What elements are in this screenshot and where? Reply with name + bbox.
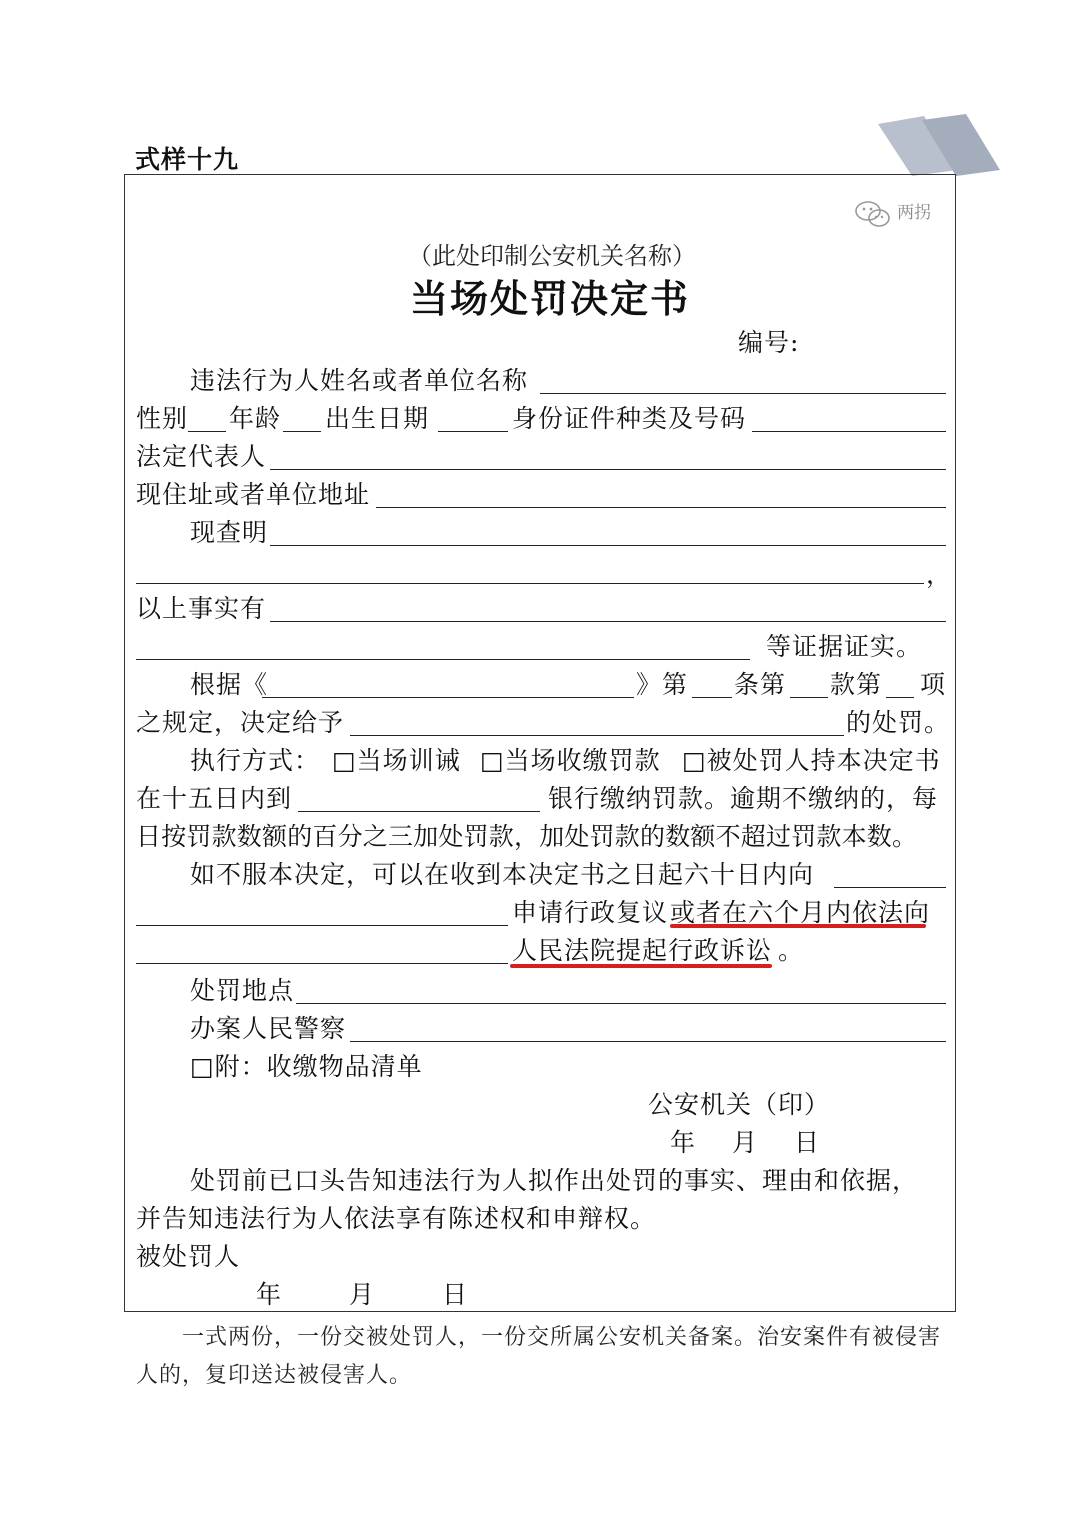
appeal-review-line xyxy=(136,925,508,926)
gender-line xyxy=(188,431,226,432)
corner-logo xyxy=(874,112,1004,178)
exec-line3: 日按罚款数额的百分之三加处罚款，加处罚款的数额不超过罚款本数。 xyxy=(136,822,918,851)
appeal-line1: 如不服本决定，可以在收到本决定书之日起六十日内向 xyxy=(190,860,815,889)
penalized-label: 被处罚人 xyxy=(136,1242,241,1271)
appeal-line3a: 人民法院提起行政诉讼 xyxy=(512,936,773,965)
birth-date-label: 出生日期 xyxy=(325,404,430,433)
notice-line1: 处罚前已口头告知违法行为人拟作出处罚的事实、理由和依据， xyxy=(190,1166,919,1195)
appeal-line2a: 申请行政复议 xyxy=(512,898,669,927)
place-label: 处罚地点 xyxy=(190,976,295,1005)
appeal-line3b: 。 xyxy=(778,936,805,965)
gender-label: 性别 xyxy=(136,404,189,433)
decision-prefix: 之规定，决定给予 xyxy=(136,708,345,737)
appeal-line2b: 或者在六个月内依法向 xyxy=(670,898,931,927)
exec-option-reprimand: □当场训诫 xyxy=(332,746,461,775)
basis-law-line xyxy=(262,697,634,698)
id-number-line xyxy=(752,431,946,432)
birth-date-line xyxy=(438,431,508,432)
basis-article: 》第 xyxy=(636,670,689,699)
officer-line xyxy=(350,1041,946,1042)
clause-line xyxy=(790,697,828,698)
facts-line xyxy=(270,621,946,622)
decision-line xyxy=(350,735,844,736)
watermark-text: 两拐 xyxy=(897,203,932,223)
facts-label: 以上事实有 xyxy=(136,594,267,623)
appeal-body-line xyxy=(834,887,946,888)
evidence-label: 等证据证实。 xyxy=(766,632,923,661)
basis-prefix: 根据《 xyxy=(190,670,269,699)
basis-end: 项 xyxy=(920,670,947,699)
form-number: 式样十九 xyxy=(135,145,240,174)
found-line-2 xyxy=(136,583,924,584)
exec-option-collect-fine: □当场收缴罚款 xyxy=(480,746,661,775)
basis-item: 款第 xyxy=(830,670,883,699)
seal-label: 公安机关（印） xyxy=(648,1090,831,1119)
id-type-number-label: 身份证件种类及号码 xyxy=(512,404,747,433)
basis-clause: 条第 xyxy=(734,670,787,699)
red-underline-2 xyxy=(510,964,772,968)
wechat-icon xyxy=(854,200,892,228)
article-line xyxy=(692,697,732,698)
offender-name-line xyxy=(540,393,946,394)
bank-line xyxy=(298,811,540,812)
found-label: 现查明 xyxy=(190,518,269,547)
appeal-court-line xyxy=(136,963,508,964)
exec-line2-suffix: 银行缴纳罚款。逾期不缴纳的，每 xyxy=(548,784,939,813)
serial-label: 编号: xyxy=(738,328,800,357)
decision-suffix: 的处罚。 xyxy=(846,708,951,737)
age-label: 年龄 xyxy=(229,404,282,433)
agency-placeholder: （此处印制公安机关名称） xyxy=(408,242,696,270)
seal-date: 年 月 日 xyxy=(670,1128,826,1157)
red-underline-1 xyxy=(670,924,926,928)
address-label: 现住址或者单位地址 xyxy=(136,480,371,509)
exec-option-bank: □被处罚人持本决定书 xyxy=(682,746,941,775)
attachment-label: □附：收缴物品清单 xyxy=(190,1052,423,1081)
offender-name-label: 违法行为人姓名或者单位名称 xyxy=(190,366,529,395)
notice-line2: 并告知违法行为人依法享有陈述权和申辩权。 xyxy=(136,1204,657,1233)
watermark xyxy=(854,198,931,228)
exec-label: 执行方式： xyxy=(190,746,321,775)
address-line xyxy=(376,507,946,508)
officer-label: 办案人民警察 xyxy=(190,1014,347,1043)
legal-rep-label: 法定代表人 xyxy=(136,442,267,471)
found-line xyxy=(270,545,946,546)
legal-rep-line xyxy=(270,469,946,470)
penalized-date: 年 月 日 xyxy=(256,1280,474,1309)
exec-line2-prefix: 在十五日内到 xyxy=(136,784,293,813)
document-title: 当场处罚决定书 xyxy=(410,277,691,321)
age-line xyxy=(283,431,321,432)
item-line xyxy=(886,697,914,698)
found-comma: ， xyxy=(926,560,953,589)
document-frame xyxy=(124,174,956,1312)
evidence-line xyxy=(136,659,750,660)
footer-line1: 一式两份，一份交被处罚人，一份交所属公安机关备案。治安案件有被侵害 xyxy=(182,1325,942,1350)
place-line xyxy=(296,1003,946,1004)
footer-line2: 人的，复印送达被侵害人。 xyxy=(136,1363,413,1388)
